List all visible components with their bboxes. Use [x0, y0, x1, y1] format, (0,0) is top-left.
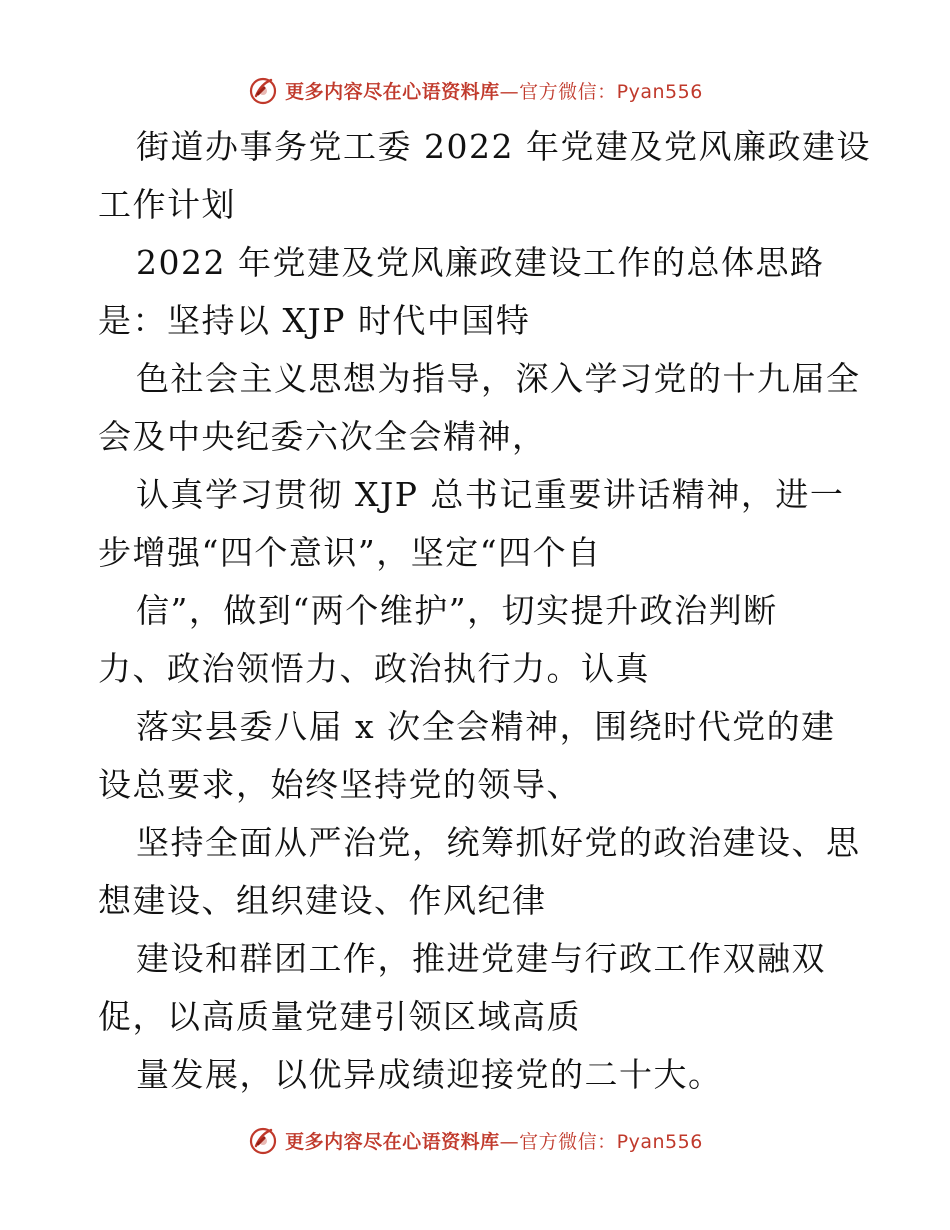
title-line-2: 工作计划	[98, 185, 236, 224]
banner-separator: —	[499, 1130, 520, 1153]
banner-separator: —	[499, 80, 520, 103]
header-watermark-banner	[0, 70, 950, 110]
text-line: 想建设、组织建设、作风纪律	[98, 881, 547, 920]
text-line: 是：坚持以 XJP 时代中国特	[98, 301, 531, 340]
text-line: 量发展，以优异成绩迎接党的二十大。	[136, 1055, 723, 1094]
text-line: 力、政治领悟力、政治执行力。认真	[98, 649, 650, 688]
banner-wechat: 官方微信：Pyan556	[519, 1130, 703, 1153]
text-line: 信”，做到“两个维护”，切实提升政治判断	[136, 591, 778, 630]
pen-swirl-logo-icon	[247, 1124, 279, 1156]
text-line: 落实县委八届 x 次全会精神，围绕时代党的建	[136, 707, 836, 746]
banner-brand: 更多内容尽在心语资料库	[285, 80, 500, 103]
banner-wechat: 官方微信：Pyan556	[519, 80, 703, 103]
text-line: 步增强“四个意识”，坚定“四个自	[98, 533, 602, 572]
text-line: 色社会主义思想为指导，深入学习党的十九届全	[136, 359, 861, 398]
banner-brand: 更多内容尽在心语资料库	[285, 1130, 500, 1153]
document-body	[98, 118, 918, 1104]
text-line: 认真学习贯彻 XJP 总书记重要讲话精神，进一	[136, 475, 845, 514]
text-line: 会及中央纪委六次全会精神，	[98, 417, 547, 456]
text-line: 坚持全面从严治党，统筹抓好党的政治建设、思	[136, 823, 861, 862]
title-line-1: 街道办事务党工委 2022 年党建及党风廉政建设	[136, 127, 871, 166]
text-line: 促，以高质量党建引领区域高质	[98, 997, 581, 1036]
footer-watermark-banner	[0, 1120, 950, 1160]
text-line: 设总要求，始终坚持党的领导、	[98, 765, 581, 804]
text-line: 建设和群团工作，推进党建与行政工作双融双	[136, 939, 826, 978]
text-line: 2022 年党建及党风廉政建设工作的总体思路	[136, 243, 825, 282]
pen-swirl-logo-icon	[247, 74, 279, 106]
